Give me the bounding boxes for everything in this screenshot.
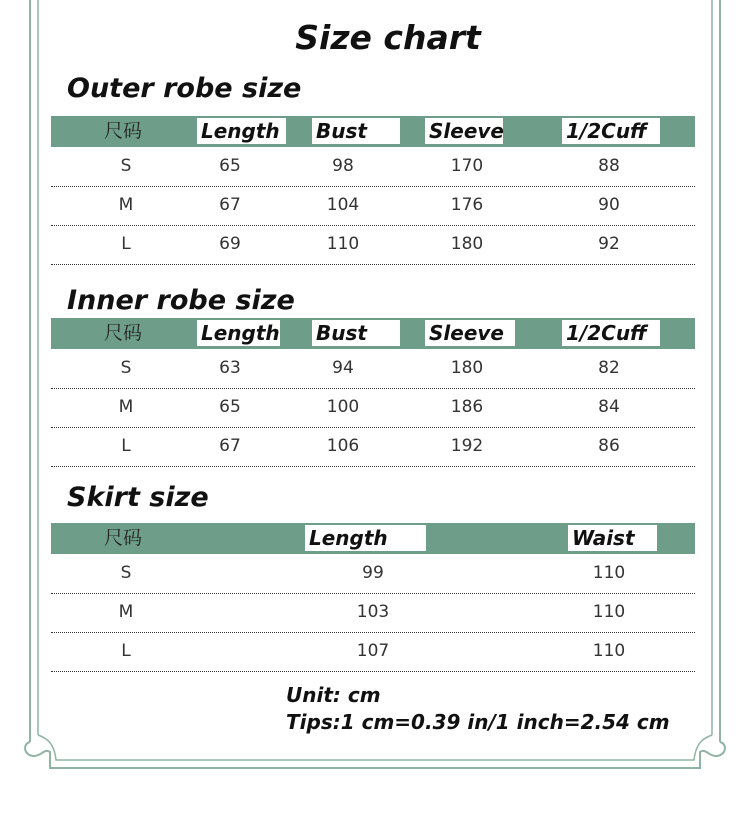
notes (286, 682, 670, 736)
cell-size: M (118, 602, 134, 622)
cell-waist: 110 (592, 563, 626, 583)
header-sleeve: Sleeve (425, 320, 515, 346)
header-sleeve: Sleeve (425, 118, 503, 144)
skirt-header-bar (51, 523, 695, 554)
cell-cuff: 84 (598, 397, 620, 417)
cell-bust: 100 (326, 397, 360, 417)
table-row (51, 632, 695, 672)
header-cuff: 1/2Cuff (562, 320, 660, 346)
header-waist: Waist (568, 525, 657, 551)
table-row (51, 593, 695, 633)
cell-length: 65 (219, 397, 241, 417)
cell-bust: 104 (326, 195, 360, 215)
cell-size: L (121, 436, 131, 456)
unit-note: Unit: cm (286, 683, 381, 707)
cell-sleeve: 170 (450, 156, 484, 176)
cell-size: S (120, 358, 132, 378)
cell-cuff: 82 (598, 358, 620, 378)
cell-cuff: 90 (598, 195, 620, 215)
skirt-title: Skirt size (67, 482, 209, 513)
cell-sleeve: 192 (450, 436, 484, 456)
cell-size: S (120, 563, 132, 583)
table-row (51, 186, 695, 226)
inner-robe-title: Inner robe size (67, 285, 295, 316)
cell-length: 67 (219, 195, 241, 215)
cell-size: S (120, 156, 132, 176)
cell-bust: 94 (332, 358, 354, 378)
cell-length: 63 (219, 358, 241, 378)
cell-length: 69 (219, 234, 241, 254)
outer-robe-title: Outer robe size (67, 73, 302, 104)
header-cuff: 1/2Cuff (562, 118, 660, 144)
cell-bust: 98 (332, 156, 354, 176)
table-row (51, 388, 695, 428)
table-row (51, 225, 695, 265)
header-size: 尺码 (103, 322, 142, 344)
cell-waist: 110 (592, 602, 626, 622)
cell-length: 103 (356, 602, 390, 622)
cell-sleeve: 180 (450, 358, 484, 378)
header-size: 尺码 (103, 120, 142, 142)
page-title: Size chart (295, 18, 481, 57)
cell-cuff: 86 (598, 436, 620, 456)
cell-size: L (121, 234, 131, 254)
cell-size: M (118, 195, 134, 215)
conversion-tip: Tips:1 cm=0.39 in/1 inch=2.54 cm (286, 710, 670, 734)
table-row (51, 554, 695, 594)
cell-sleeve: 186 (450, 397, 484, 417)
header-length: Length (197, 320, 280, 346)
cell-bust: 110 (326, 234, 360, 254)
cell-size: L (121, 641, 131, 661)
cell-length: 99 (362, 563, 384, 583)
cell-bust: 106 (326, 436, 360, 456)
cell-length: 65 (219, 156, 241, 176)
cell-waist: 110 (592, 641, 626, 661)
cell-cuff: 92 (598, 234, 620, 254)
header-bust: Bust (312, 118, 400, 144)
header-size: 尺码 (103, 527, 142, 549)
inner-header-bar (51, 318, 695, 349)
cell-cuff: 88 (598, 156, 620, 176)
header-length: Length (305, 525, 426, 551)
cell-sleeve: 176 (450, 195, 484, 215)
table-row (51, 349, 695, 389)
table-row (51, 147, 695, 187)
table-row (51, 427, 695, 467)
cell-size: M (118, 397, 134, 417)
cell-length: 107 (356, 641, 390, 661)
header-bust: Bust (312, 320, 400, 346)
outer-header-bar (51, 116, 695, 147)
header-length: Length (197, 118, 286, 144)
cell-length: 67 (219, 436, 241, 456)
cell-sleeve: 180 (450, 234, 484, 254)
